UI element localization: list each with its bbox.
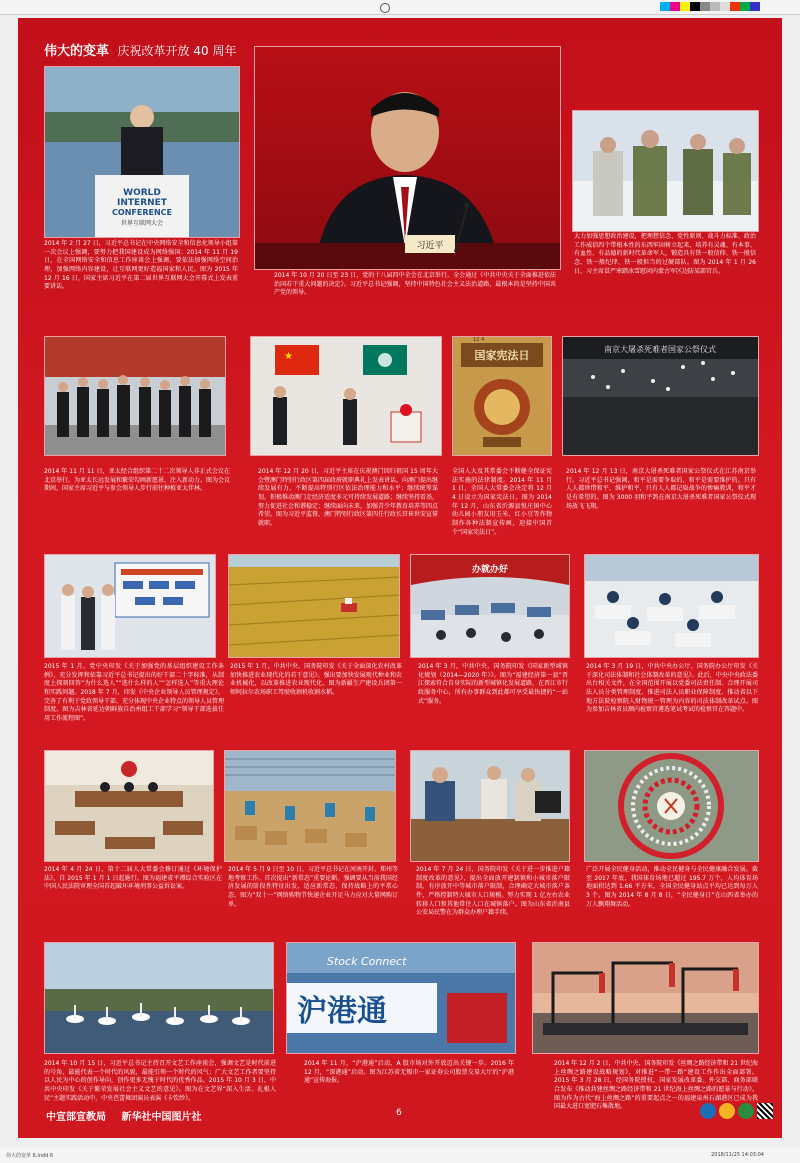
photo-constitution-day: [452, 336, 552, 456]
photo-express-parcels: [224, 750, 396, 862]
photo-prosecutor-exam: [584, 554, 759, 658]
leaf-logo-icon: [738, 1103, 754, 1119]
photo-nanjing-memorial: [562, 336, 759, 456]
caption-belt-and-road: 2014 年 12 月 2 日，中共中央、国务院印发《丝绸之路经济带和 21 世纪海上丝绸之路建设战略规划》，对推进“一带一路”建设工作作出全面部署。2015 年 3 月 28 日，经国务院授权，国家发展改革委、外交部、商务部联合发布《推动共建丝绸之路经济带和 21 世纪海上丝绸之路的愿景与行动》。图为作为古代“海上丝绸之路”的重要起点之一的福建泉州石湖港区已成为我国最大进口宽肥石集散地。: [554, 1060, 758, 1111]
photo-internet-conference: [44, 66, 240, 238]
caption-fitness: 广泛开展全民健身活动，推动全民健身与全民健康融合发展。截至 2017 年底，我国体育场地已超过 195.7 万个，人均体育场地面积达到 1.66 平方米，全国全民健身站点平均已达到每万人 3 个。图为 2014 年 8 月 8 日，“全民健身日”在山西省举办的万人飘翔舞活动。: [586, 866, 758, 908]
poster-page: [18, 18, 782, 1138]
print-filename: 伟大的变革 6.indd 6: [6, 1153, 54, 1159]
print-margin-top: [0, 0, 800, 15]
caption-constitution-day: 全国人大及其常委会不断健全保证宪法实施的法律制度。2014 年 11 月 1 日，全国人大常委会决定将 12 月 4 日设立为国家宪法日。图为 2014 年 12 月，山东省沂源县悦庄镇中心幼儿园小朋友用玉米、红小豆等作物制作各种法制宣传画，迎接中国首个“国家宪法日”。: [452, 468, 552, 536]
photo-macau-anniversary: [250, 336, 442, 456]
caption-macau: 2014 年 12 月 20 日，习近平主席在庆祝澳门回归祖国 15 周年大会暨澳门特别行政区第四届政府就职典礼上发表讲话，向澳门提出继续发展有力、不断提高特别行区依法治理能力和水平；继续统筹谋划，积极推动澳门走经济适度多元可持续发展道路；继续坚持看基，努力促进社会和谐稳定；继续面向未来，加强青少年教育培养等四点希望。图为习近平监督，澳门特别行政区第四任行政长官崔世安宣誓就职。: [258, 468, 439, 528]
caption-new-normal: 2014 年 5 月 9 日至 10 日，习近平总书记在河南开封、郑州等地考察工作。首次提出“新常态”重要论断。强调要从当前我国经济发展的阶段性特征出发，适应新常态，保持战略上的平常心态。图为“双十一”网络购物节快递企业开足马力应对大量网购订单。: [228, 866, 398, 908]
caption-arts: 2014 年 10 月 15 日，习近平总书记主持召开文艺工作座谈会，强调文艺是时代前进的号角，最能代表一个时代的风貌，最能引领一个时代的风气；广大文艺工作者要坚持以人民为中心的创作导向，创作更多无愧于时代的优秀作品。2015 年 10 月 3 日，中共中央印发《关于繁荣发展社会主义文艺的意见》。图为在文艺界“深入生活、扎根人民”主题实践活动中，中央芭蕾舞团演员表演《卡钦纱》。: [44, 1060, 276, 1102]
caption-judicial: 2014 年 3 月 19 日，中共中央办公厅、国务院办公厅印发《关于深化司法体制和社会体制改革的意见》。此后，中央中央政法委出台相关文件，在全国范围开展以党委司法责任制、合理开展司法人员分类管理制度、推进司法人员职业保障制度、推动省以下地方法院检察院人财物统一管理为内容的司法体制改革试点。图为参加吉林省员额内检察官遴选笔试考试的检察官在答题中。: [586, 663, 758, 714]
caption-cadre: 2015 年 1 月，党中央印发《关于加强党的基层组织建设工作条例》，充分发挥和依靠习近平总书记提出的好干部二十字标准，从制度上探刻回答“为什么选人”“选什么样的人”“怎样选人”等重大理论和实践问题。2018 年 7 月，印发《中央企业领导人员管理规定》，完善了有利于党政领导干部、充分体现中央企业特点的领导人员管理制度。图为吉林省延边朝鲜族自治州组工干部学习“领导干部选拔任用工作流程图”。: [44, 663, 225, 723]
photo-rice-harvest: [228, 554, 400, 658]
photo-cadre-study: [44, 554, 216, 658]
photo-fourth-plenum: [254, 46, 561, 270]
podium-text-world: WORLD: [123, 188, 161, 198]
caption-environment: 2014 年 4 月 24 日，第十二届人大常委会修订通过《环境保护法》，自 2015 年 1 月 1 日起施行。图为福建省平潭综合实验区在中国人民法院审理全国首起破坏环境刑事公益诉讼案。: [44, 866, 222, 891]
page-title: 伟大的变革: [44, 44, 110, 59]
podium-text-internet: INTERNET: [117, 198, 167, 208]
podium-text-chinese: 世界互联网大会: [120, 220, 164, 227]
photo-stock-connect: [286, 942, 516, 1054]
photo-apec-leaders: [44, 336, 226, 456]
memorial-banner-text: 南京大屠杀死难者国家公祭仪式: [604, 345, 716, 354]
photo-service-center: [410, 554, 570, 658]
publisher-propaganda-dept: 中宣部宣教局: [46, 1112, 106, 1123]
page-heading: [44, 40, 236, 59]
publisher-xinhua: 新华社中国图片社: [121, 1112, 202, 1123]
caption-urbanization: 2014 年 3 月，中共中央、国务院印发《国家新型城镇化规划（2014—2020 年）》。图为“福建经济第一县”晋江探索符合自身实际的新型城镇化发展道路，在晋江市行政服务中心，所有办事群众到此都可享受最快捷的“一站式”服务。: [418, 663, 569, 705]
constitution-date: 12 4: [473, 337, 485, 343]
photo-household-registration: [410, 750, 570, 862]
emblem-logo-icon: [719, 1103, 735, 1119]
photo-ballet-performance: [44, 942, 274, 1054]
caption-internet: 2014 年 2 月 27 日，习近平总书记在中央网络安全和信息化领导小组第一次会议上强调，要努力把我国建设成为网络强国；2014 年 11 月 19 日，在全国网络安全和信息工作座谈会上强调，要依法加强网络空间治理，加强网络内容建设，让互联网更好造福国家和人民。图为 2015 年 12 月 16 日，国家主席习近平在第二届世界互联网大会开幕式上发表重要讲话。: [44, 240, 238, 291]
globe-logo-icon: [700, 1103, 716, 1119]
page-subtitle: 庆祝改革开放 40 周年: [117, 44, 237, 58]
photo-quanzhou-port: [532, 942, 759, 1054]
photo-fitness-day: [584, 750, 759, 862]
photo-border-troops: [572, 110, 759, 232]
page-number: 6: [396, 1108, 402, 1118]
svg-text:★: ★: [284, 351, 293, 362]
caption-agriculture: 2015 年 1 月，中共中央、国务院印发《关于全面深化农村改革加快推进农业现代化的若干意见》。强出要加快发展现代种业和农业机械化，以改革推进农业现代化。图为新疆生产建设兵团第一师阿拉尔农场职工驾驶收割机收割水稻。: [230, 663, 402, 697]
caption-apec: 2014 年 11 月 11 日，亚太经合组织第二十二次领导人非正式会议在北京举行。为亚太长远发展和繁荣勾画新愿景，注入新动力。图为会议期间，国家主席习近平与参会领导人步行前往种植亚太伴林。: [44, 468, 231, 493]
stock-connect-title: 沪港通: [297, 994, 387, 1029]
registration-mark: [380, 3, 390, 13]
footer-logos: [700, 1103, 773, 1119]
caption-hukou: 2014 年 7 月 24 日，国务院印发《关于进一步推进户籍制度改革的意见》，提出全面放开建制镇和小城市落户限制，有序放开中等城市落户限制，合理确定大城市落户条件，严格控制特大城市人口规模。努力实现 1 亿左右农业转移人口和其他常住人口在城镇落户。图为山东省沂南县公安局民警在为群众办理户籍手续。: [416, 866, 570, 917]
service-banner-text: 办就办好: [471, 565, 509, 575]
nameplate-text: 习近平: [416, 241, 444, 251]
footer-publishers: [46, 1108, 213, 1123]
caption-stock-connect: 2014 年 11 月，“沪港通”启动，A 股市场对外开放迈出关键一步。2016 年 12 月，“深港通”启动。图为江苏省无锡市一家证券公司股票交易大厅的“沪港通”宣传海报。: [304, 1060, 514, 1085]
caption-border-troops: 大力加强思想政治建设，把理想信念、党性原则、战斗力标准、政治工作威信四个带根本性的东西牢固树立起来，培养有灵魂、有本事、有血性、有品德的新时代革命军人，锻造具有铁一般信仰、铁一般信念、铁一般纪律、铁一般担当的过硬部队。图为 2014 年 1 月 26 日，习主席冒严寒踏冰雪慰问内蒙古军区边防某部官兵。: [574, 233, 756, 275]
caption-nanjing: 2014 年 12 月 13 日，南京大屠杀死难者国家公祭仪式在江苏南京举行。习近平总书记强调，和平是需要争取的，和平是需要维护的。只有人人都珍惜和平、维护和平，只有人人都记取战争的惨痛教训，和平才是有希望的。图为 3000 羽和平鸽在南京大屠杀死难者国家公祭仪式现场放飞飞翔。: [566, 468, 756, 510]
podium-text-conference: CONFERENCE: [112, 208, 172, 217]
print-timestamp: 2018/11/25 14:03:04: [711, 1152, 764, 1158]
color-calibration-bar: [660, 2, 760, 11]
constitution-day-title: 国家宪法日: [474, 349, 530, 362]
print-margin-bottom: [0, 1148, 800, 1163]
photo-courtroom: [44, 750, 214, 862]
stock-connect-en: Stock Connect: [327, 955, 407, 968]
caption-fourth-plenum: 2014 年 10 月 20 日至 23 日，党的十八届四中全会在北京举行。全会通过《中共中央关于全面推进依法治国若干重大问题的决定》。习近平总书记强调，坚持中国特色社会主义法治道路，最根本的是坚持中国共产党的领导。: [274, 272, 556, 297]
qr-code-icon: [757, 1103, 773, 1119]
